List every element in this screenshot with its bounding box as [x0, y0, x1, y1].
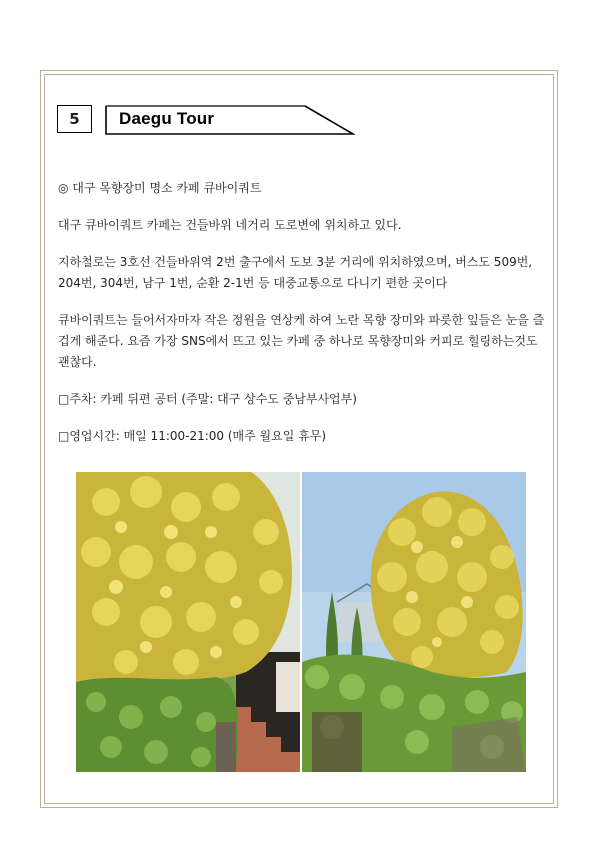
section-title: Daegu Tour	[119, 109, 215, 128]
photo-gallery	[76, 472, 526, 772]
paragraph-description: 큐바이쿼트는 들어서자마자 작은 정원을 연상케 하여 노란 목향 장미와 파릇한 잎들은 눈을 즐겁게 해준다. 요즘 가장 SNS에서 뜨고 있는 카페 중 하나로 목향장미와 커피로 힐링하는것도 괜찮다.	[58, 313, 545, 369]
section-header	[57, 105, 357, 137]
article-heading: ◎ 대구 목향장미 명소 카페 큐바이쿼트	[58, 181, 262, 195]
info-hours: □영업시간: 매일 11:00-21:00 (매주 월요일 휴무)	[58, 429, 327, 443]
article-body	[58, 178, 548, 463]
section-number-box	[57, 105, 92, 133]
paragraph-location: 대구 큐바이쿼트 카페는 건들바위 네거리 도로변에 위치하고 있다.	[58, 218, 402, 232]
section-number: 5	[69, 110, 80, 128]
photo-rose-wall-stairs	[76, 472, 300, 772]
paragraph-transport: 지하철로는 3호선 건들바위역 2번 출구에서 도보 3분 거리에 위치하였으며, 버스도 509번, 204번, 304번, 남구 1번, 순환 2-1번 등 대중교통으로 다니기 편한 곳이다	[58, 255, 533, 290]
info-parking: □주차: 카페 뒤편 공터 (주말: 대구 상수도 중남부사업부)	[58, 392, 357, 406]
photo-rose-tree	[302, 472, 526, 772]
